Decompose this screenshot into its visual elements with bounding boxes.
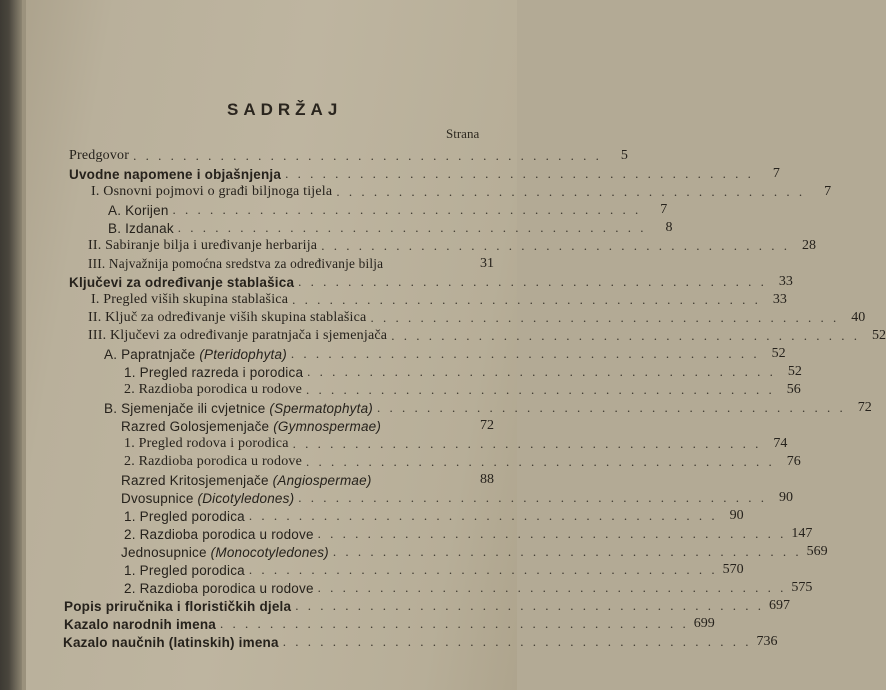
toc-entry-label: B. Sjemenjače ili cvjetnice (Spermatophyta) [104, 401, 373, 416]
toc-entry-label: Predgovor [69, 148, 130, 163]
dot-leader: . . . . . . . . . . . . . . . . . . . . . . . . . . . . . . . . . . . . . . [317, 526, 787, 541]
toc-entry-page: 33 [778, 274, 793, 289]
toc-entry-label: B. Izdanak [108, 221, 174, 236]
toc-entry-page: 570 [722, 562, 744, 577]
toc-entry-page: 72 [857, 400, 872, 415]
dot-leader: . . . . . . . . . . . . . . . . . . . . . . . . . . . . . . . . . . . . . . [317, 580, 787, 595]
toc-entry-page: 147 [791, 526, 813, 541]
toc-entry [91, 182, 832, 200]
toc-entry-label: 1. Pregled rodova i porodica [124, 436, 289, 451]
toc-entry-page: 736 [756, 634, 778, 649]
toc-entry-label: Jednosupnice (Monocotyledones) [121, 545, 329, 560]
page-title: SADRŽAJ [227, 100, 343, 119]
dot-leader: . . . . . . . . . . . . . . . . . . . . . . . . . . . . . . . . . . . . . . [172, 202, 642, 217]
toc-entry-page: 575 [791, 580, 813, 595]
toc-entry-label: Ključevi za određivanje stablašica [69, 275, 295, 290]
toc-entry-latin: (Spermatophyta) [269, 401, 373, 416]
dot-leader: . . . . . . . . . . . . . . . . . . . . . . . . . . . . . . . . . . . . . . [307, 364, 776, 379]
toc-entry-label: I. Osnovni pojmovi o građi biljnoga tijela [91, 184, 333, 199]
toc-entry-label: Razred Kritosjemenjače (Angiospermae) [121, 473, 372, 488]
toc-entry-page: 8 [665, 220, 673, 235]
toc-entry [69, 164, 780, 182]
toc-entry-label: A. Papratnjače (Pteridophyta) [104, 347, 287, 362]
toc-entry-label: Razred Golosjemenjače (Gymnospermae) [121, 419, 382, 434]
toc-entry-latin: (Angiospermae) [272, 473, 372, 488]
toc-entry-label: III. Najvažnija pomoćna sredstva za određivanje bilja [88, 256, 384, 271]
toc-entry [124, 434, 788, 452]
toc-entry [64, 596, 790, 614]
toc-entry [121, 488, 794, 506]
dot-leader: . . . . . . . . . . . . . . . . . . . . . . . . . . . . . . . . . . . . . . [376, 400, 846, 415]
toc-entry [124, 380, 801, 398]
toc-entry-page: 90 [779, 490, 794, 505]
toc-entry-page: 569 [806, 544, 828, 559]
dot-leader: . . . . . . . . . . . . . . . . . . . . . . . . . . . . . . . . . . . . . . [370, 310, 840, 325]
toc-entry-page: 7 [824, 184, 832, 199]
toc-entry-label: Kazalo naučnih (latinskih) imena [63, 635, 279, 650]
toc-entry-label: II. Sabiranje bilja i uređivanje herbarija [88, 238, 318, 253]
dot-leader: . . . . . . . . . . . . . . . . . . . . . . . . . . . . . . . . . . . . . . [295, 598, 764, 613]
toc-entry [104, 398, 872, 416]
toc-entry-label: II. Ključ za određivanje viših skupina stablašica [88, 310, 367, 325]
toc-entry-page: 7 [772, 166, 780, 181]
toc-entry-label: 2. Razdioba porodica u rodove [124, 527, 314, 542]
toc-entry-latin: (Pteridophyta) [199, 347, 287, 362]
toc-entry-page: 7 [660, 202, 668, 217]
toc-entry-page: 28 [801, 238, 816, 253]
toc-entry [124, 560, 744, 578]
toc-entry [121, 416, 494, 434]
toc-entry-page: 72 [480, 418, 494, 433]
toc-entry [108, 200, 668, 218]
toc-entry [69, 272, 793, 290]
toc-entry [64, 614, 715, 632]
toc-entry-page: 76 [786, 454, 801, 469]
dot-leader: . . . . . . . . . . . . . . . . . . . . . . . . . . . . . . . . . . . . . . [219, 616, 689, 631]
toc-entry [88, 326, 886, 344]
dot-leader: . . . . . . . . . . . . . . . . . . . . . . . . . . . . . . . . . . . . . . [391, 328, 860, 343]
toc-entry [124, 362, 802, 380]
toc-entry-label: 1. Pregled porodica [124, 509, 245, 524]
toc-entry-page: 52 [787, 364, 802, 379]
toc-entry [124, 506, 744, 524]
toc-entry-page: 88 [480, 472, 494, 487]
toc-entry-label: I. Pregled viših skupina stablašica [91, 292, 289, 307]
dot-leader: . . . . . . . . . . . . . . . . . . . . . . . . . . . . . . . . . . . . . . [306, 382, 775, 397]
dot-leader: . . . . . . . . . . . . . . . . . . . . . . . . . . . . . . . . . . . . . . [336, 184, 806, 199]
dot-leader: . . . . . . . . . . . . . . . . . . . . . . . . . . . . . . . . . . . . . . [177, 220, 647, 235]
toc-entry [88, 308, 866, 326]
toc-entry-label: Popis priručnika i florističkih djela [64, 599, 292, 614]
toc-entry [108, 218, 673, 236]
toc-entry-page: 5 [620, 148, 628, 163]
toc-entry-latin: (Monocotyledones) [210, 545, 329, 560]
toc-entry [121, 542, 828, 560]
toc-entry-page: 699 [693, 616, 715, 631]
dot-leader: . . . . . . . . . . . . . . . . . . . . . . . . . . . . . . . . . . . . . . [321, 238, 790, 253]
toc-entry [124, 578, 813, 596]
toc-entry-page: 697 [768, 598, 790, 613]
toc-entry [88, 236, 816, 254]
toc-entry [63, 632, 778, 650]
dot-leader: . . . . . . . . . . . . . . . . . . . . . . . . . . . . . . . . . . . . . . [248, 562, 718, 577]
toc-entry-latin: (Dicotyledones) [197, 491, 295, 506]
toc-entry-page: 33 [772, 292, 787, 307]
toc-entry [88, 254, 494, 272]
toc-entry-page: 90 [729, 508, 744, 523]
toc-entry [69, 146, 628, 164]
toc-entry-page: 40 [851, 310, 866, 325]
toc-entry [124, 524, 813, 542]
toc-entry-page: 56 [786, 382, 801, 397]
dot-leader: . . . . . . . . . . . . . . . . . . . . . . . . . . . . . . . . . . . . . . [306, 454, 775, 469]
toc-entry [124, 452, 801, 470]
dot-leader: . . . . . . . . . . . . . . . . . . . . . . . . . . . . . . . . . . . . . . [298, 490, 768, 505]
toc-entry-page: 52 [871, 328, 886, 343]
toc-entry-label: 2. Razdioba porodica u rodove [124, 454, 303, 469]
toc-entry-latin: (Gymnospermae) [273, 419, 382, 434]
toc-entry [121, 470, 494, 488]
dot-leader: . . . . . . . . . . . . . . . . . . . . . . . . . . . . . . . . . . . . . . [285, 166, 754, 181]
toc-entry-label: 1. Pregled porodica [124, 563, 245, 578]
toc-entry-label: A. Korijen [108, 203, 169, 218]
toc-entry-label: 2. Razdioba porodica u rodove [124, 382, 303, 397]
toc-entry-label: III. Ključevi za određivanje paratnjača i sjemenjača [88, 328, 388, 343]
dot-leader: . . . . . . . . . . . . . . . . . . . . . . . . . . . . . . . . . . . . . . [298, 274, 767, 289]
toc-entry-label: Kazalo narodnih imena [64, 617, 216, 632]
toc-entry-label: Dvosupnice (Dicotyledones) [121, 491, 295, 506]
toc-entry-label: Uvodne napomene i objašnjenja [69, 167, 282, 182]
dot-leader: . . . . . . . . . . . . . . . . . . . . . . . . . . . . . . . . . . . . . . [292, 436, 762, 451]
dot-leader: . . . . . . . . . . . . . . . . . . . . . . . . . . . . . . . . . . . . . . [248, 508, 718, 523]
toc-entry [104, 344, 786, 362]
dot-leader: . . . . . . . . . . . . . . . . . . . . . . . . . . . . . . . . . . . . . . [332, 544, 802, 559]
page-column-header: Strana [446, 126, 480, 141]
toc-entry-page: 74 [773, 436, 788, 451]
dot-leader: . . . . . . . . . . . . . . . . . . . . . . . . . . . . . . . . . . . . . . [292, 292, 761, 307]
dot-leader: . . . . . . . . . . . . . . . . . . . . . . . . . . . . . . . . . . . . . . [290, 346, 760, 361]
toc-entry-page: 52 [771, 346, 786, 361]
dot-leader: . . . . . . . . . . . . . . . . . . . . . . . . . . . . . . . . . . . . . . [133, 148, 602, 163]
toc-entry [91, 290, 787, 308]
toc-entry-page: 31 [480, 256, 494, 271]
toc-entry-label: 2. Razdioba porodica u rodove [124, 581, 314, 596]
dot-leader: . . . . . . . . . . . . . . . . . . . . . . . . . . . . . . . . . . . . . . [282, 634, 752, 649]
toc-entry-label: 1. Pregled razreda i porodica [124, 365, 304, 380]
